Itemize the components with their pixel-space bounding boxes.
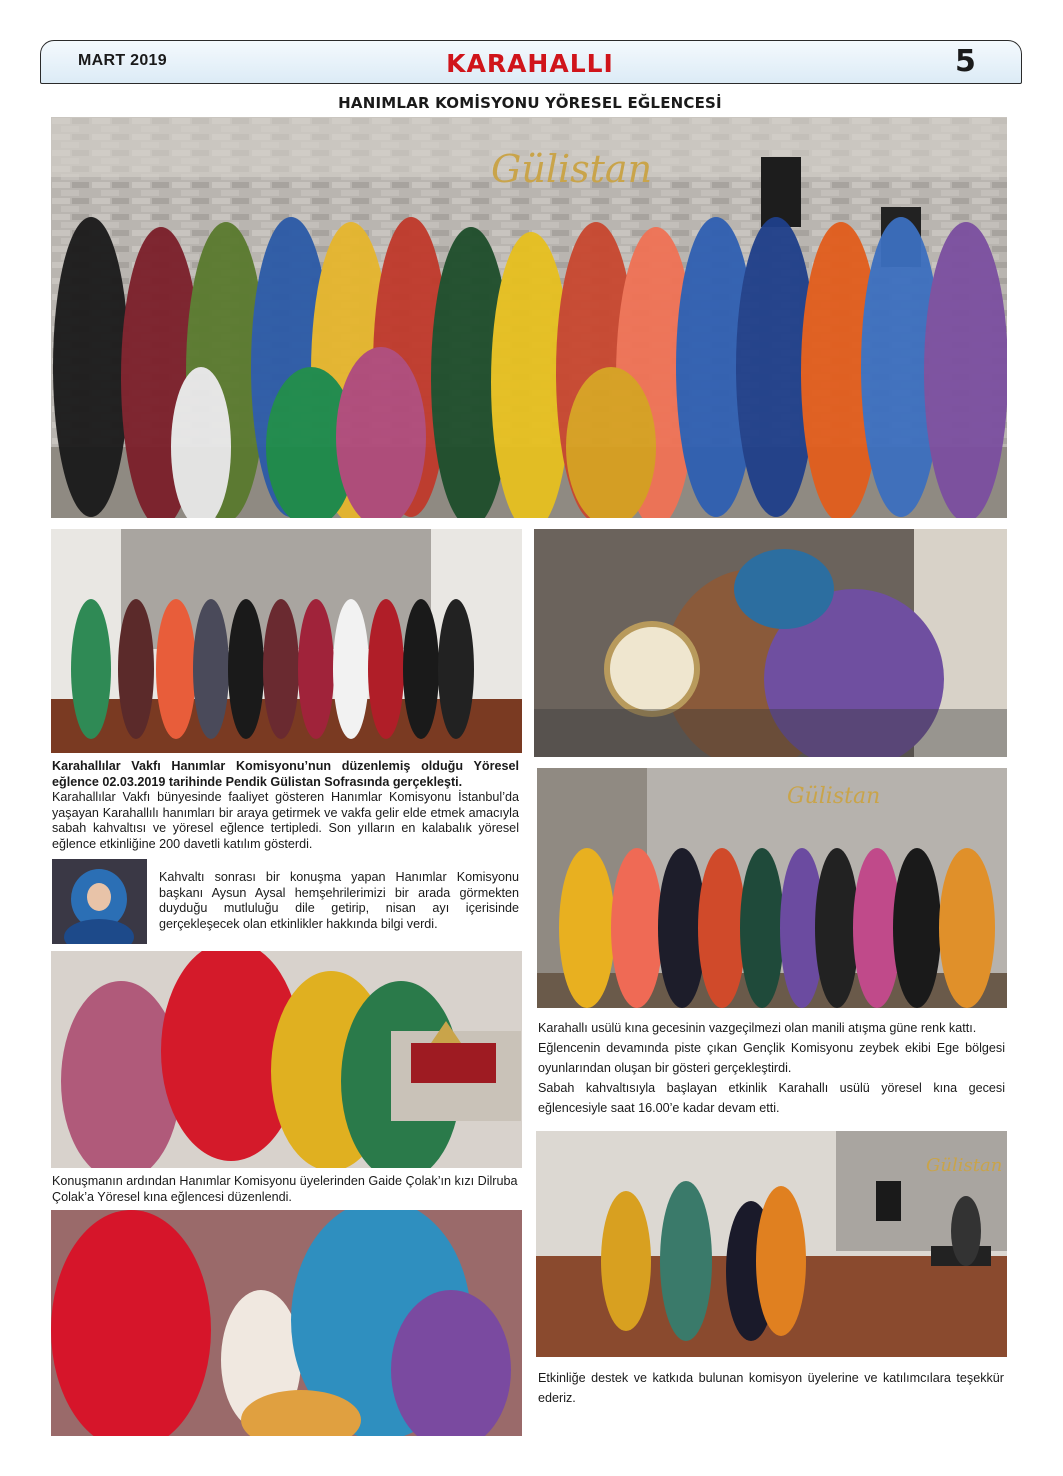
caption-right bbox=[538, 1018, 1005, 1118]
photo-speaker bbox=[52, 859, 147, 944]
sign-text-2: Gülistan bbox=[787, 784, 881, 809]
issue-date: MART 2019 bbox=[78, 52, 167, 69]
photo-tambourine-singing bbox=[534, 529, 1007, 757]
caption-thanks: Etkinliğe destek ve katkıda bulunan komisyon üyelerine ve katılımcılara teşekkür ederiz. bbox=[538, 1371, 1004, 1405]
sign-text: Gülistan bbox=[491, 147, 653, 191]
article-headline: HANIMLAR KOMİSYONU YÖRESEL EĞLENCESİ bbox=[338, 94, 722, 112]
masthead-logo: KARAHALLI bbox=[446, 49, 614, 78]
main-group-photo bbox=[51, 117, 1007, 518]
caption-speech: Kahvaltı sonrası bir konuşma yapan Hanımlar Komisyonu başkanı Aysun Aysal hemşehrilerimizi bir arada görmekten duyduğu mutluluğu dile getirip, nisan ayı içerisinde gerçekleşecek olan etkinlikler hakkında bilgi verdi. bbox=[159, 870, 519, 931]
caption-main-body: Karahallılar Vakfı bünyesinde faaliyet gösteren Hanımlar Komisyonu İstanbul’da yaşayan Karahallılı hanımları bir araya getirmek ve vakfa gelir elde etmek amacıyla sabah kahvaltısı ve yöresel eğlence tertipledi. Son yılların en kalabalık yöresel eğlence etkinliğine 200 davetli katılım gösterdi. bbox=[52, 790, 519, 851]
caption-right-p3: Sabah kahvaltısıyla başlayan etkinlik Karahallı usülü yöresel kına gecesi eğlencesiyle saat 16.00’e kadar devam etti. bbox=[538, 1081, 1005, 1115]
caption-kina: Konuşmanın ardından Hanımlar Komisyonu üyelerinden Gaide Çolak’ın kızı Dilruba Çolak’a Yöresel kına eğlencesi düzenlendi. bbox=[52, 1174, 518, 1204]
photo-veil-ceremony bbox=[51, 1210, 522, 1436]
photo-dance-floor bbox=[536, 1131, 1007, 1357]
photo-kina-tray bbox=[51, 951, 522, 1168]
caption-main-lead: Karahallılar Vakfı Hanımlar Komisyonu’nun düzenlemiş olduğu Yöresel eğlence 02.03.2019 tarihinde Pendik Gülistan Sofrasında gerçekleşti. bbox=[52, 759, 519, 789]
sign-text-3: Gülistan bbox=[926, 1155, 1003, 1176]
photo-women-lineup bbox=[51, 529, 522, 753]
caption-main bbox=[52, 759, 519, 852]
photo-group-right bbox=[537, 768, 1007, 1008]
page-number: 5 bbox=[955, 44, 976, 79]
caption-right-p1: Karahallı usülü kına gecesinin vazgeçilmezi olan manili atışma güne renk kattı. bbox=[538, 1021, 977, 1035]
caption-right-p2: Eğlencenin devamında piste çıkan Gençlik Komisyonu zeybek ekibi Ege bölgesi oyunlarından oluşan bir gösteri gerçekleştirdi. bbox=[538, 1041, 1005, 1075]
